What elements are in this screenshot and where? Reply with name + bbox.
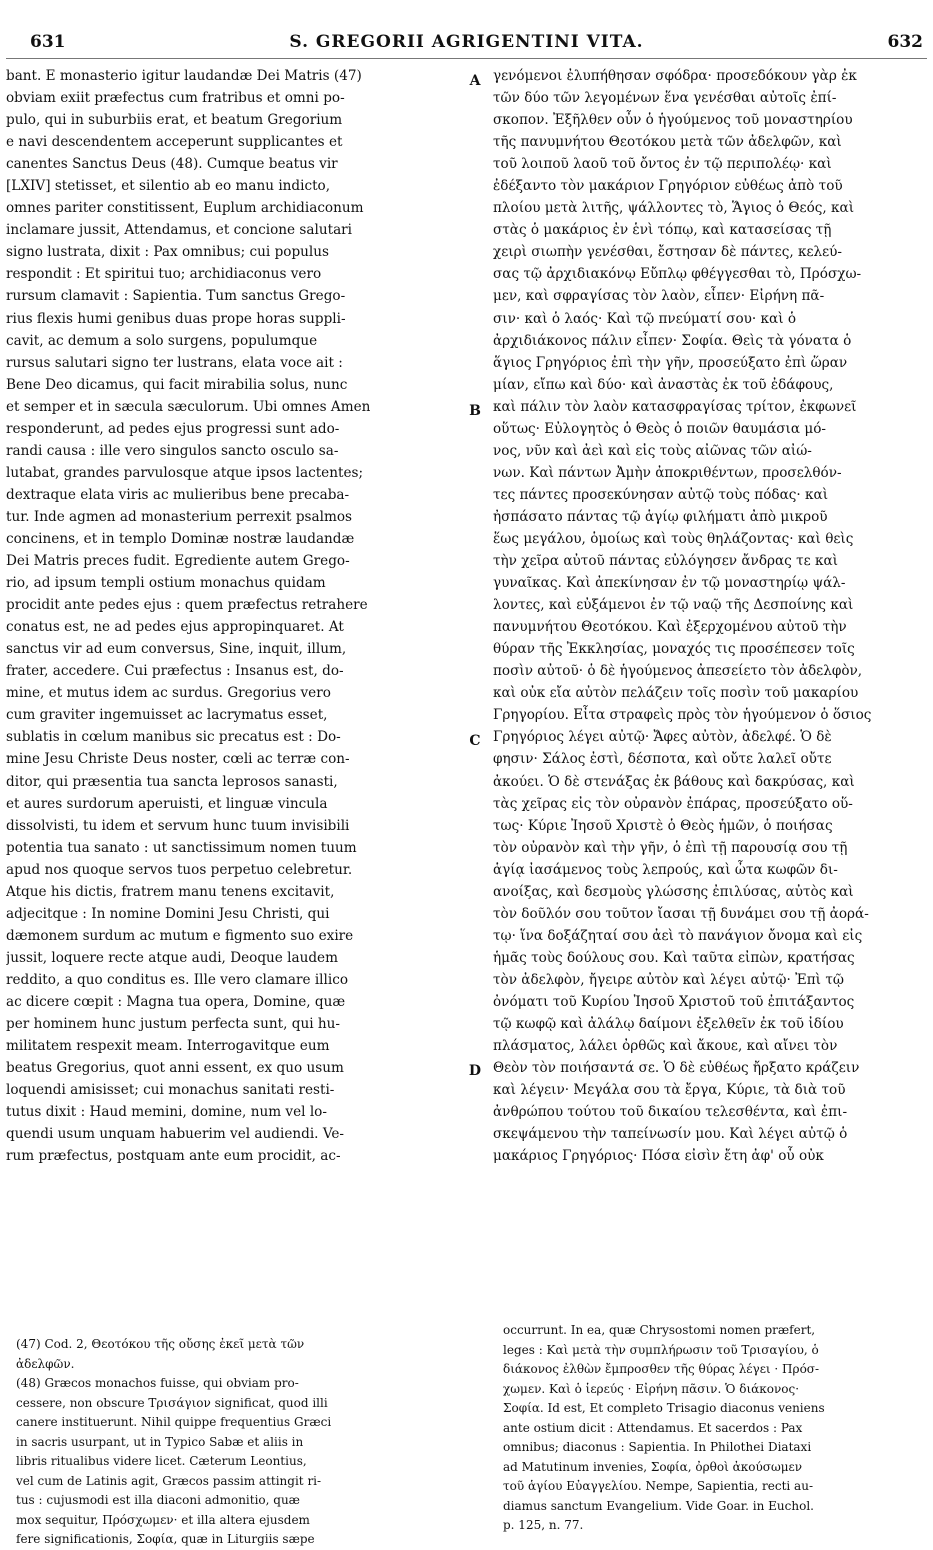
latin-text-line: responderunt, ad pedes ejus progressi sunt ado- <box>6 420 340 437</box>
latin-text-line: cavit, ac demum a solo surgens, populumque <box>6 332 318 349</box>
greek-text-line: Γρηγόριος λέγει αὐτῷ· Ἄφες αὐτὸν, ἀδελφέ. Ὁ δὲ <box>493 729 832 746</box>
latin-text-line: loquendi amisisset; cui monachus sanitati resti- <box>6 1082 335 1099</box>
greek-text-line: φησιν· Σάλος ἐστὶ, δέσποτα, καὶ οὔτε λαλεῖ οὔτε <box>493 751 832 768</box>
greek-text-line: πανυμνήτου Θεοτόκου. Καὶ ἐξερχομένου αὐτοῦ τὴν <box>493 619 847 636</box>
latin-text-line: cum graviter ingemuisset ac lacrymatus esset, <box>6 707 328 724</box>
greek-text-line: ἠσπάσατο πάντας τῷ ἁγίῳ φιλήματι ἀπὸ μικροῦ <box>493 508 828 525</box>
latin-text-line: frater, accedere. Cui præfectus : Insanus est, do- <box>6 663 344 680</box>
latin-text-line: militatem respexit meam. Interrogavitque eum <box>6 1038 330 1055</box>
greek-column <box>493 65 933 1167</box>
latin-text-line: signo lustrata, dixit : Pax omnibus; cui populus <box>6 244 329 261</box>
greek-text-line: τῷ κωφῷ καὶ ἀλάλῳ δαίμονι ἐξελθεῖν ἐκ τοῦ ἰδίου <box>493 1016 844 1033</box>
latin-footnote-line: ἀδελφῶν. <box>16 1356 75 1371</box>
greek-footnote-line: διάκονος ἐλθὼν ἔμπροσθεν τῆς θύρας λέγει · Πρόσ- <box>503 1362 820 1376</box>
greek-text-line: σκοπον. Ἐξῆλθεν οὖν ὁ ἡγούμενος τοῦ μοναστηρίου <box>493 112 853 129</box>
latin-text-line: dæmonem surdum ac mutum e figmento suo exire <box>6 927 354 944</box>
greek-footnote-line: χωμεν. Καὶ ὁ ἱερεύς · Εἰρήνη πᾶσιν. Ὁ διάκονος· <box>503 1381 800 1396</box>
latin-text-line: bant. E monasterio igitur laudandæ Dei Matris (47) <box>6 68 362 84</box>
greek-text-line: σκεψάμενου τὴν ταπείνωσίν μου. Καὶ λέγει αὐτῷ ὁ <box>493 1126 848 1143</box>
greek-text-line: πλάσματος, λάλει ὀρθῶς καὶ ἄκουε, καὶ αἴνει τὸν <box>493 1038 838 1055</box>
greek-text-line: ἐδέξαντο τὸν μακάριον Γρηγόριον εὐθέως ἀπὸ τοῦ <box>493 178 843 195</box>
greek-text-line: γενόμενοι ἐλυπήθησαν σφόδρα· προσεδόκουν γὰρ ἐκ <box>493 68 857 84</box>
page-number-right: 632 <box>887 32 923 52</box>
latin-text-line: randi causa : ille vero singulos sancto osculo sa- <box>6 442 339 459</box>
latin-text-line: et aures surdorum aperuisti, et linguæ vincula <box>6 795 328 812</box>
latin-text-line: dextraque elata viris ac mulieribus bene precaba- <box>6 486 350 503</box>
greek-text-line: ποσὶν αὐτοῦ· ὁ δὲ ἡγούμενος ἀπεσείετο τὸν ἀδελφὸν, <box>493 663 863 680</box>
greek-text-line: ἀνθρώπου τούτου τοῦ δικαίου τελεσθέντα, καὶ ἐπι- <box>493 1104 848 1121</box>
greek-text-line: τες πάντες προσεκύνησαν αὐτῷ τοὺς πόδας· καὶ <box>493 486 829 503</box>
greek-text-line: στὰς ὁ μακάριος ἐν ἑνὶ τόπῳ, καὶ κατασείσας τῇ <box>493 222 832 239</box>
latin-footnotes <box>16 1335 458 1550</box>
greek-footnote-line: Σοφία. Id est, Et completo Trisagio diaconus veniens <box>503 1401 825 1415</box>
greek-footnote-line: leges : Καὶ μετὰ τὴν συμπλήρωσιν τοῦ Τρισαγίου, ὁ <box>503 1342 819 1357</box>
greek-text-line: τοῦ λοιποῦ λαοῦ τοῦ ὄντος ἐν τῷ περιπολέῳ· καὶ <box>493 156 832 173</box>
latin-text-line: apud nos quoque servos tuos perpetuo celebretur. <box>6 861 353 878</box>
greek-text-line: ἕως μεγάλου, ὁμοίως καὶ τοὺς θηλάζοντας· καὶ θεὶς <box>493 530 854 547</box>
greek-footnote-line: ante ostium dicit : Attendamus. Et sacerdos : Pax <box>503 1420 803 1435</box>
margin-marker-a: A <box>469 73 481 89</box>
latin-text-line: Bene Deo dicamus, qui facit mirabilia solus, nunc <box>6 376 348 393</box>
greek-footnote-line: ad Matutinum invenies, Σοφία, ὀρθοὶ ἀκούσωμεν <box>503 1459 803 1474</box>
latin-text-line: reddito, a quo conditus es. Ille vero clamare illico <box>6 971 349 988</box>
running-title: S. GREGORII AGRIGENTINI VITA. <box>289 32 644 52</box>
latin-text-line: potentia tua sanato : ut sanctissimum nomen tuum <box>6 839 357 856</box>
greek-text-line: Γρηγορίου. Εἶτα στραφεὶς πρὸς τὸν ἡγούμενον ὁ ὅσιος <box>493 707 872 724</box>
greek-text-line: ἡμᾶς τοὺς δούλους σου. Καὶ ταῦτα εἰπὼν, κρατήσας <box>493 949 855 966</box>
latin-text-line: mine, et mutus idem ac surdus. Gregorius vero <box>6 685 331 702</box>
latin-text-line: quendi usum unquam habuerim vel audiendi. Ve- <box>6 1126 345 1143</box>
latin-text-line: tur. Inde agmen ad monasterium perrexit psalmos <box>6 508 352 525</box>
latin-text-line: rum præfectus, postquam ante eum procidit, ac- <box>6 1148 341 1165</box>
greek-text-line: τὸν ἀδελφὸν, ἤγειρε αὐτὸν καὶ λέγει αὐτῷ· Ἐπὶ τῷ <box>493 971 844 988</box>
greek-text-line: Θεὸν τὸν ποιήσαντά σε. Ὁ δὲ εὐθέως ἤρξατο κράζειν <box>493 1060 860 1077</box>
latin-text-line: concinens, et in templo Dominæ nostræ laudandæ <box>6 530 355 547</box>
latin-text-line: jussit, loquere recte atque audi, Deoque laudem <box>6 949 338 966</box>
latin-text-line: inclamare jussit, Attendamus, et concione salutari <box>6 222 353 239</box>
greek-text-line: τὸν οὐρανὸν καὶ τὴν γῆν, ὁ ἐπὶ τῇ παρουσίᾳ σου τῇ <box>493 839 848 856</box>
greek-text-line: μακάριος Γρηγόριος· Πόσα εἰσὶν ἔτη ἀφ' οὗ οὐκ <box>493 1148 824 1165</box>
running-header <box>6 24 927 59</box>
latin-text-line: ditor, qui præsentia tua sancta leprosos sanasti, <box>6 773 338 790</box>
greek-text-line: οὕτως· Εὐλογητὸς ὁ Θεὸς ὁ ποιῶν θαυμάσια μό- <box>493 420 827 437</box>
page-number-left: 631 <box>30 32 66 52</box>
latin-footnote-line: in sacris usurpant, ut in Typico Sabæ et aliis in <box>16 1434 304 1449</box>
latin-footnote-line: canere instituerunt. Nihil quippe frequentius Græci <box>16 1415 332 1429</box>
latin-footnote-line: fere significationis, Σοφία, quæ in Liturgiis sæpe <box>16 1532 315 1546</box>
latin-footnote-line: mox sequitur, Πρόσχωμεν· et illa altera ejusdem <box>16 1512 310 1527</box>
greek-text-line: σας τῷ ἀρχιδιακόνῳ Εὔπλῳ φθέγγεσθαι τὸ, Πρόσχω- <box>493 266 862 283</box>
greek-text-line: γυναῖκας. Καὶ ἀπεκίνησαν ἐν τῷ μοναστηρίῳ ψάλ- <box>493 575 846 592</box>
latin-text-line: rursum clamavit : Sapientia. Tum sanctus Grego- <box>6 288 346 305</box>
greek-text-line: καὶ πάλιν τὸν λαὸν κατασφραγίσας τρίτον, ἐκφωνεῖ <box>493 398 857 415</box>
latin-text-line: rursus salutari signo ter lustrans, elata voce ait : <box>6 354 343 371</box>
latin-footnote-line: libris ritualibus videre licet. Cæterum Leontius, <box>16 1454 307 1468</box>
greek-text-line: νων. Καὶ πάντων Ἀμὴν ἀποκριθέντων, προσελθόν- <box>493 464 842 481</box>
latin-text-line: lutabat, grandes parvulosque atque ipsos lactentes; <box>6 464 364 481</box>
greek-text-line: τως· Κύριε Ἰησοῦ Χριστὲ ὁ Θεὸς ἡμῶν, ὁ ποιήσας <box>493 817 833 834</box>
latin-text-line: ac dicere cœpit : Magna tua opera, Domine, quæ <box>6 993 346 1010</box>
latin-text-line: Dei Matris preces fudit. Egrediente autem Grego- <box>6 553 350 570</box>
latin-text-line: rius flexis humi genibus duas prope horas suppli- <box>6 310 346 327</box>
greek-footnote-line: diamus sanctum Evangelium. Vide Goar. in Euchol. <box>503 1498 814 1513</box>
latin-text-line: canentes Sanctus Deus (48). Cumque beatus vir <box>6 156 338 173</box>
greek-text-line: τῳ· ἵνα δοξάζηταί σου ἀεὶ τὸ πανάγιον ὄνομα καὶ εἰς <box>493 927 863 944</box>
greek-footnote-line: τοῦ ἁγίου Εὐαγγελίου. Nempe, Sapientia, recti au- <box>503 1479 813 1493</box>
text-columns <box>6 59 927 1546</box>
margin-marker-c: C <box>469 733 481 749</box>
latin-text-line: rio, ad ipsum templi ostium monachus quidam <box>6 575 326 592</box>
greek-text-line: τῆς πανυμνήτου Θεοτόκου μετὰ τῶν ἀδελφῶν, καὶ <box>493 134 842 151</box>
latin-footnote-line: (47) Cod. 2, Θεοτόκου τῆς οὔσης ἐκεῖ μετὰ τῶν <box>16 1337 305 1351</box>
greek-text-line: ανοίξας, καὶ δεσμοὺς γλώσσης ἐπιλύσας, αὐτὸς καὶ <box>493 883 854 900</box>
greek-text-line: ἅγιος Γρηγόριος ἐπὶ τὴν γῆν, προσεύξατο ἐπὶ ὥραν <box>493 354 848 371</box>
latin-text-line: [LXIV] stetisset, et silentio ab eo manu indicto, <box>6 178 331 195</box>
greek-text-line: καὶ οὐκ εἴα αὐτὸν πελάζειν τοῖς ποσὶν τοῦ μακαρίου <box>493 685 859 702</box>
greek-text-line: νος, νῦν καὶ ἀεὶ καὶ εἰς τοὺς αἰῶνας τῶν αἰώ- <box>493 442 812 459</box>
greek-text-line: ἁγίᾳ ἰασάμενος τοὺς λεπρούς, καὶ ὦτα κωφῶν δι- <box>493 861 838 878</box>
latin-text-line: adjecitque : In nomine Domini Jesu Christi, qui <box>6 905 330 922</box>
greek-text-line: πλοίου μετὰ λιτῆς, ψάλλοντες τὸ, Ἅγιος ὁ Θεός, καὶ <box>493 200 855 217</box>
latin-footnote-line: vel cum de Latinis agit, Græcos passim attingit ri- <box>16 1473 322 1488</box>
margin-marker-b: B <box>469 403 481 419</box>
greek-text-line: λοντες, καὶ εὐξάμενοι ἐν τῷ ναῷ τῆς Δεσποίνης καὶ <box>493 597 854 614</box>
greek-text-line: τῶν δύο τῶν λεγομένων ἕνα γενέσθαι αὐτοῖς ἐπί- <box>493 90 837 107</box>
greek-footnotes <box>503 1321 933 1536</box>
latin-footnote-line: (48) Græcos monachos fuisse, qui obviam pro- <box>16 1376 299 1390</box>
latin-text-line: procidit ante pedes ejus : quem præfectus retrahere <box>6 597 368 614</box>
latin-column <box>6 65 458 1167</box>
greek-text-line: τὴν χεῖρα αὐτοῦ πάντας εὐλόγησεν ἄνδρας τε καὶ <box>493 553 839 570</box>
latin-text-line: dissolvisti, tu idem et servum hunc tuum invisibili <box>6 817 350 834</box>
greek-text-line: θύραν τῆς Ἐκκλησίας, μοναχός τις προσέπεσεν τοῖς <box>493 641 855 658</box>
greek-text-line: τὰς χεῖρας εἰς τὸν οὐρανὸν ἐπάρας, προσεύξατο οὕ- <box>493 795 853 812</box>
latin-text-line: sublatis in cœlum manibus sic precatus est : Do- <box>6 729 341 746</box>
latin-text-line: conatus est, ne ad pedes ejus appropinquaret. At <box>6 619 344 636</box>
greek-text-line: ἀρχιδιάκονος πάλιν εἶπεν· Σοφία. Θεὶς τὰ γόνατα ὁ <box>493 332 852 349</box>
greek-footnote-line: occurrunt. In ea, quæ Chrysostomi nomen præfert, <box>503 1323 816 1337</box>
greek-footnote-line: omnibus; diaconus : Sapientia. In Philothei Diataxi <box>503 1440 812 1454</box>
latin-text-line: tutus dixit : Haud memini, domine, num vel lo- <box>6 1104 327 1121</box>
latin-text-line: obviam exiit præfectus cum fratribus et omni po- <box>6 90 345 107</box>
latin-text-line: Atque his dictis, fratrem manu tenens excitavit, <box>6 883 335 900</box>
greek-text-line: μίαν, εἴπω καὶ δύο· καὶ ἀναστὰς ἐκ τοῦ ἐδάφους, <box>493 376 834 393</box>
latin-text-line: sanctus vir ad eum conversus, Sine, inquit, illum, <box>6 641 347 658</box>
latin-text-line: pulo, qui in suburbiis erat, et beatum Gregorium <box>6 112 343 129</box>
latin-text-line: respondit : Et spiritui tuo; archidiaconus vero <box>6 266 322 283</box>
latin-text-line: omnes pariter constitissent, Euplum archidiaconum <box>6 200 364 217</box>
latin-text-line: per hominem hunc justum perfecta sunt, qui hu- <box>6 1016 340 1033</box>
latin-footnote-line: cessere, non obscure Τρισάγιον significat, quod illi <box>16 1395 328 1410</box>
latin-text-line: et semper et in sæcula sæculorum. Ubi omnes Amen <box>6 398 371 415</box>
greek-text-line: ἀκούει. Ὁ δὲ στενάξας ἐκ βάθους καὶ δακρύσας, καὶ <box>493 773 855 790</box>
greek-text-line: χειρὶ σιωπὴν γενέσθαι, ἔστησαν δὲ πάντες, κελεύ- <box>493 244 843 261</box>
greek-text-line: καὶ λέγειν· Μεγάλα σου τὰ ἔργα, Κύριε, τὰ διὰ τοῦ <box>493 1082 846 1099</box>
greek-text-line: τὸν δοῦλόν σου τοῦτον ἴασαι τῇ δυνάμει σου τῇ ἀορά- <box>493 905 869 922</box>
greek-footnote-line: p. 125, n. 77. <box>503 1518 584 1532</box>
latin-text-line: e navi descendentem acceperunt supplicantes et <box>6 134 343 151</box>
latin-text-line: mine Jesu Christe Deus noster, cœli ac terræ con- <box>6 751 350 768</box>
greek-text-line: ὀνόματι τοῦ Κυρίου Ἰησοῦ Χριστοῦ τοῦ ἐπιτάξαντος <box>493 993 855 1010</box>
margin-marker-d: D <box>468 1063 482 1079</box>
greek-text-line: σιν· καὶ ὁ λαός· Καὶ τῷ πνεύματί σου· καὶ ὁ <box>493 310 797 327</box>
greek-text-line: μεν, καὶ σφραγίσας τὸν λαὸν, εἶπεν· Εἰρήνη πᾶ- <box>493 288 825 305</box>
latin-footnote-line: tus : cujusmodi est illa diaconi admonitio, quæ <box>16 1493 300 1507</box>
latin-text-line: beatus Gregorius, quot anni essent, ex quo usum <box>6 1060 344 1077</box>
